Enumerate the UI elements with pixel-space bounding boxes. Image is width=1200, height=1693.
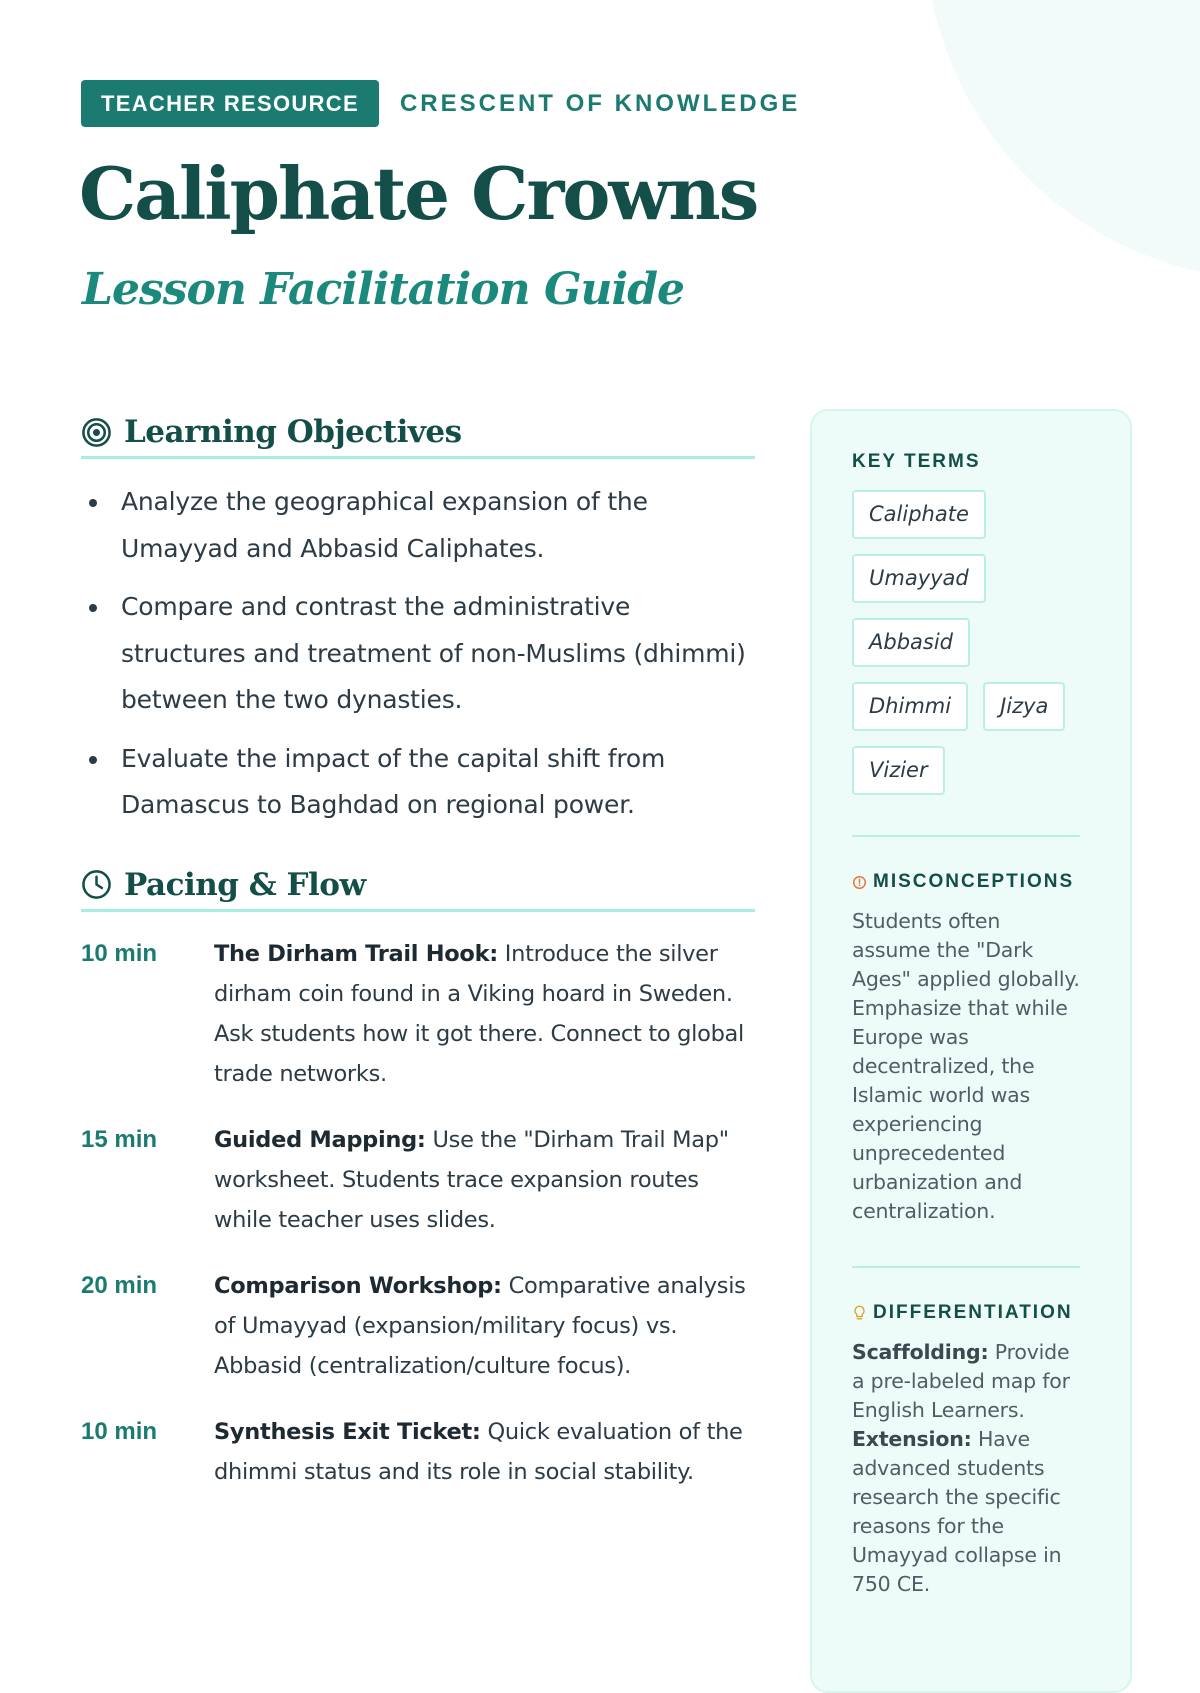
key-term-tag: Dhimmi	[852, 682, 968, 731]
page-title: Caliphate Crowns	[79, 151, 758, 236]
key-terms-list	[852, 490, 1088, 795]
key-term-tag: Umayyad	[852, 554, 986, 603]
main-column	[81, 410, 755, 1518]
key-terms-title: KEY TERMS	[852, 451, 981, 472]
pacing-detail: Comparative analysis of Umayyad (expansion/military focus) vs. Abbasid (centralization/culture focus).	[214, 1272, 746, 1379]
alert-circle-icon	[852, 875, 867, 890]
pacing-label: Comparison Workshop:	[214, 1272, 502, 1299]
objectives-list	[81, 479, 755, 829]
pacing-description	[214, 1120, 755, 1240]
pacing-description	[214, 934, 755, 1094]
sidebar	[810, 409, 1132, 1693]
pacing-time: 10 min	[81, 939, 158, 967]
clock-icon	[81, 869, 112, 900]
extension-label: Extension:	[852, 1427, 972, 1451]
target-icon	[81, 417, 112, 448]
lightbulb-icon	[852, 1305, 867, 1321]
pacing-detail: Quick evaluation of the dhimmi status and its role in social stability.	[214, 1418, 743, 1485]
key-term-tag: Jizya	[983, 682, 1065, 731]
key-terms-section	[852, 451, 1130, 795]
pacing-time: 20 min	[81, 1271, 158, 1299]
pacing-header	[81, 863, 755, 912]
resource-badge: TEACHER RESOURCE	[81, 80, 379, 127]
key-term-tag: Vizier	[852, 746, 945, 795]
sidebar-divider	[852, 835, 1080, 837]
page-subtitle: Lesson Facilitation Guide	[82, 264, 684, 315]
objective-item: Compare and contrast the administrative structures and treatment of non-Muslims (dhimmi) between the two dynasties.	[81, 584, 755, 724]
misconceptions-text: Students often assume the "Dark Ages" applied globally. Emphasize that while Europe was decentralized, the Islamic world was experiencing unprecedented urbanization and centralization.	[852, 909, 1080, 1223]
scaffolding-label: Scaffolding:	[852, 1340, 989, 1364]
brand-name: CRESCENT OF KNOWLEDGE	[399, 89, 801, 117]
pacing-description	[214, 1412, 755, 1492]
differentiation-title: DIFFERENTIATION	[873, 1302, 1073, 1323]
sidebar-divider	[852, 1266, 1080, 1268]
page-header	[81, 80, 1140, 317]
pacing-description	[214, 1266, 755, 1386]
pacing-label: The Dirham Trail Hook:	[214, 940, 498, 967]
header-row	[81, 80, 1140, 127]
pacing-label: Guided Mapping:	[214, 1126, 426, 1153]
misconceptions-header	[852, 871, 1130, 893]
pacing-label: Synthesis Exit Ticket:	[214, 1418, 481, 1445]
scaffolding-text: Provide a pre-labeled map for English Learners.	[852, 1340, 1070, 1422]
pacing-item	[81, 1120, 755, 1240]
pacing-item	[81, 934, 755, 1094]
misconceptions-title: MISCONCEPTIONS	[873, 871, 1075, 892]
pacing-detail: Use the "Dirham Trail Map" worksheet. Students trace expansion routes while teacher uses slides.	[214, 1126, 729, 1233]
objectives-header	[81, 410, 755, 459]
misconceptions-section	[852, 871, 1130, 1226]
objective-item: Analyze the geographical expansion of the Umayyad and Abbasid Caliphates.	[81, 479, 755, 572]
objective-item: Evaluate the impact of the capital shift from Damascus to Baghdad on regional power.	[81, 736, 755, 829]
extension-text: Have advanced students research the specific reasons for the Umayyad collapse in 750 CE.	[852, 1427, 1062, 1596]
key-term-tag: Caliphate	[852, 490, 986, 539]
key-term-tag: Abbasid	[852, 618, 970, 667]
pacing-item	[81, 1266, 755, 1386]
objectives-section	[81, 410, 755, 829]
pacing-time: 10 min	[81, 1417, 158, 1445]
differentiation-section	[852, 1302, 1130, 1599]
differentiation-header	[852, 1302, 1130, 1324]
pacing-detail: Introduce the silver dirham coin found in a Viking hoard in Sweden. Ask students how it got there. Connect to global trade networks.	[214, 940, 744, 1087]
differentiation-text	[852, 1338, 1082, 1599]
pacing-item	[81, 1412, 755, 1492]
pacing-list	[81, 934, 755, 1492]
pacing-section	[81, 863, 755, 1492]
pacing-time: 15 min	[81, 1125, 158, 1153]
pacing-title: Pacing & Flow	[124, 866, 366, 903]
objectives-title: Learning Objectives	[124, 414, 462, 450]
